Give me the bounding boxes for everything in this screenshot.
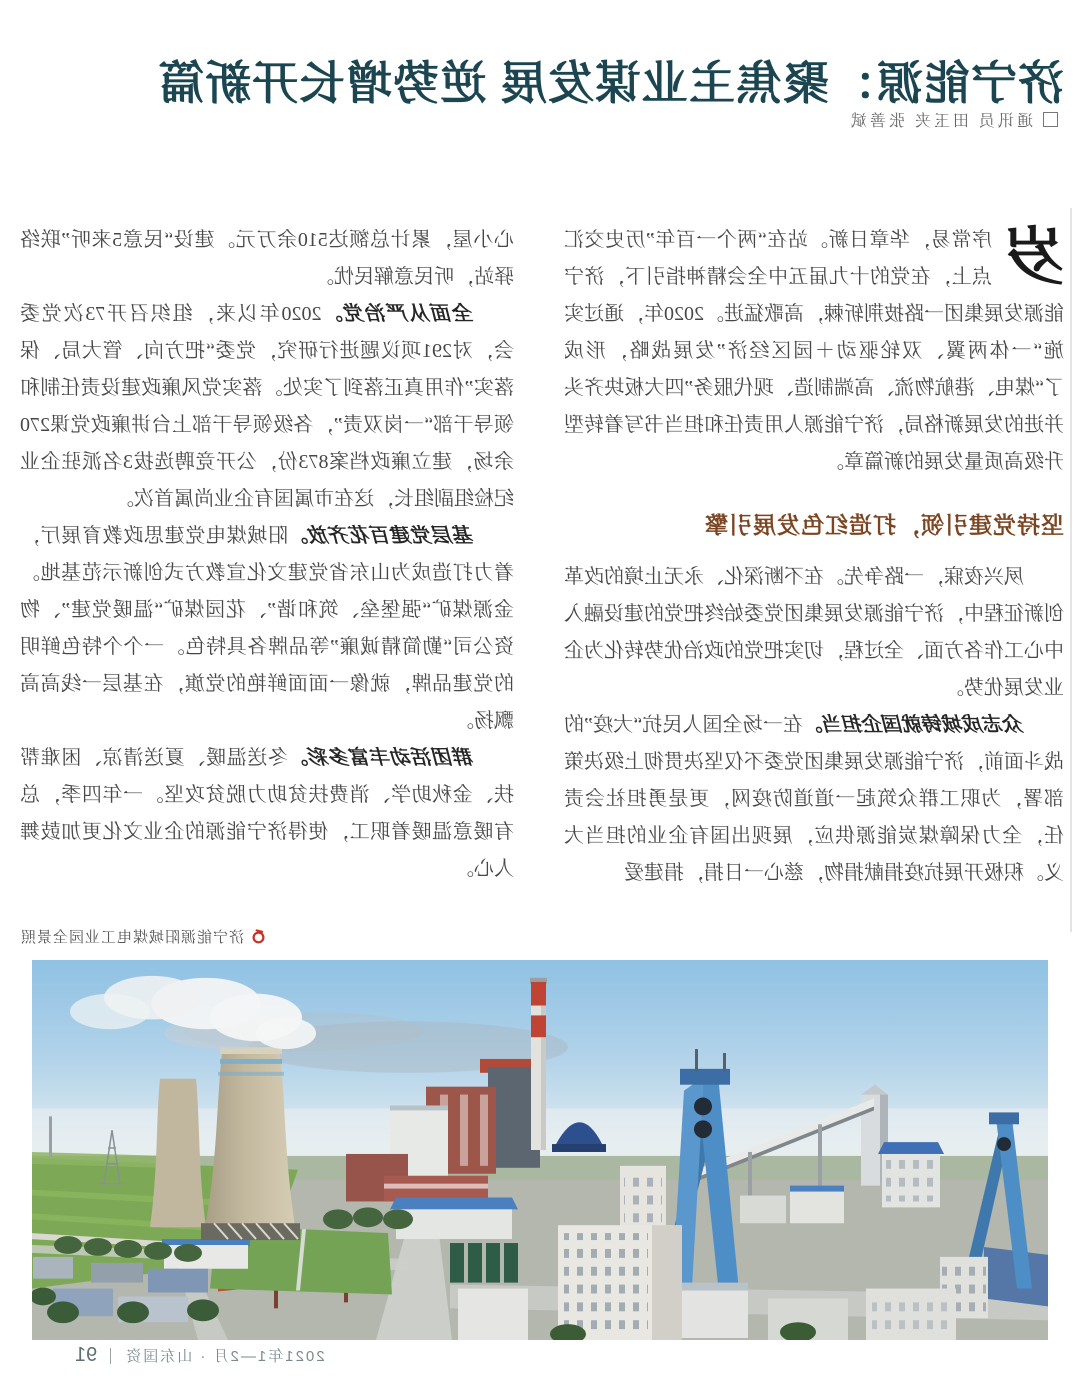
intro-text: 序常易，华章日新。站在“两个一百年”历史交汇点上，在党的十九届五中全会精神指引下，济宁能源发展集团一路披荆斩棘，高歌猛进。2020年，通过实施“一体两翼、双轮驱动＋园区经济”发展战略，形成了“煤电、港航物流、高端制造、现代服务”四大板块齐头并进的发展新格局，济宁能源人用责任和担当书写着转型升级高质量发展的新篇章。 xyxy=(564,229,1064,473)
footer-divider xyxy=(110,1348,111,1364)
camera-icon xyxy=(251,929,266,944)
footer-issue: 2021年1—2月 · 山东国资 xyxy=(124,1348,325,1365)
byline xyxy=(848,108,1058,131)
page-footer xyxy=(75,1344,325,1367)
paragraph-text: 冬送温暖、夏送清凉、困难帮扶、金秋助学、消费扶贫助力脱贫攻坚。一年四季，总有暖意温暖着职工，使得济宁能源的企业文化更加鼓舞人心。 xyxy=(20,747,514,880)
paragraph-lead: 群团活动丰富多彩。 xyxy=(288,747,474,769)
paragraph-continuation: 心小屋，累计总额达510余万元。建设“民意5来听”联络驿站，听民意解民忧。 xyxy=(20,229,514,288)
byline-text: 通讯员 田玉夹 张善斌 xyxy=(847,113,1033,130)
photo-caption-text: 济宁能源阳城煤电工业园全景照 xyxy=(20,929,245,946)
paragraph xyxy=(564,707,1064,892)
photo-caption xyxy=(20,926,266,947)
paragraph xyxy=(20,740,514,888)
photo-illustration xyxy=(32,960,1048,1340)
page-edge-shadow xyxy=(1070,208,1072,932)
section-header: 坚持党建引领，打造红色发展引擎 xyxy=(704,512,1064,538)
page-number: 91 xyxy=(75,1344,98,1366)
paragraph-text: 阳城煤电党建思政教育展厅，着力打造成为山东省党建文化宣教方式创新示范基地。金源煤矿“强堡垒、筑和谐”、花园煤矿“温暖党建”、物资公司“勤简精诚廉”等品牌各具特色。一个个特色鲜明的党建品牌，就像一面面鲜艳的党旗，在基层一线高高飘扬。 xyxy=(20,525,514,732)
paragraph-lead: 众志成城铸就国企担当。 xyxy=(802,714,1024,736)
article-title: 济宁能源：聚焦主业谋发展 逆势增长开新篇 xyxy=(157,56,1064,109)
paragraph-lead: 基层党建百花齐放。 xyxy=(288,525,474,547)
industrial-park-photo xyxy=(32,960,1048,1340)
byline-square-icon xyxy=(1043,112,1058,127)
paragraph-text: 在一场全国人民抗“大疫”的战斗面前，济宁能源发展集团党委不仅坚决贯彻上级决策部署，为职工群众筑起一道道防疫网，更是勇担社会责任，全力保障煤炭能源供应，展现出国有企业的担当大义。积极开展抗疫捐献捐物，慈心一日捐，捐建爱 xyxy=(564,714,1064,884)
paragraph: 夙兴夜寐，一路争先。在不断深化、永无止境的改革创新征程中，济宁能源发展集团党委始终把党的建设融入中心工作各方面、全过程，切实把党的政治优势转化为企业发展优势。 xyxy=(564,566,1064,699)
paragraph-text: 2020年以来，组织召开73次党委会，对291项议题进行研究，党委“把方向、管大局、保落实”作用真正落到了实处。落实党风廉政建设责任制和领导干部“一岗双责”，各级领导干部上台讲廉政党课270余场，建立廉政档案873份，公开竞聘选拔3名派驻企业纪检组副组长，这在市属国有企业尚属首次。 xyxy=(19,303,514,510)
paragraph-lead: 全面从严治党。 xyxy=(321,303,474,325)
intro-paragraph xyxy=(564,222,1064,481)
text-column-right xyxy=(20,222,514,888)
text-column-left xyxy=(564,222,1064,892)
drop-cap: 岁 xyxy=(1001,224,1064,292)
paragraph xyxy=(20,518,514,740)
paragraph xyxy=(20,296,514,518)
